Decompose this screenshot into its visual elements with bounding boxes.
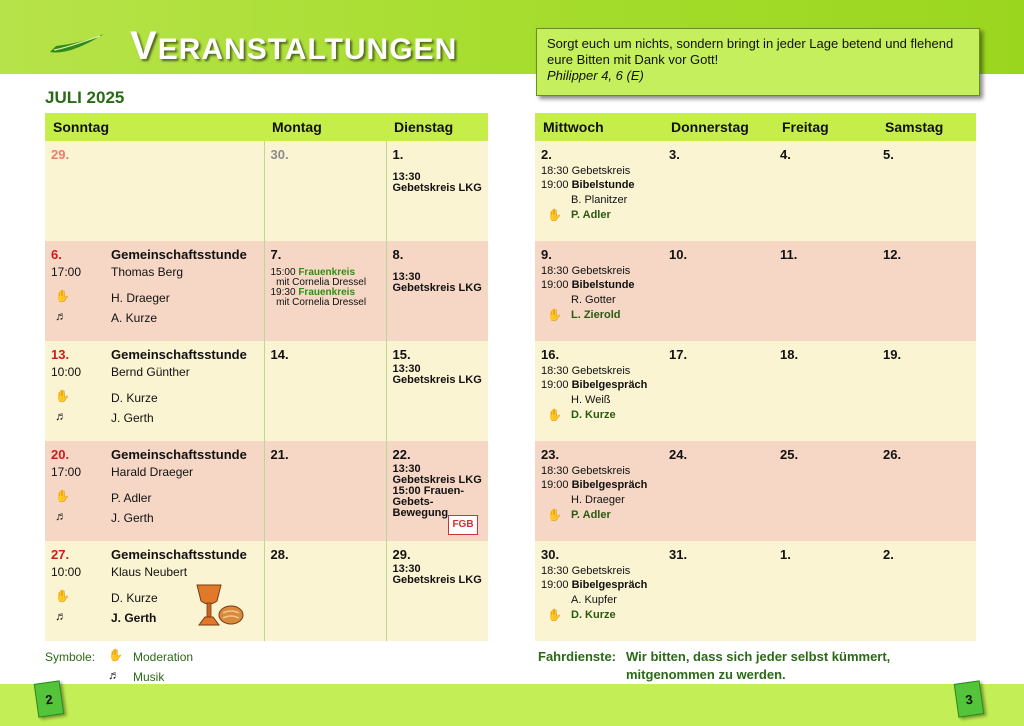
moderator: ✋ P. Adler	[547, 208, 611, 222]
legend-moderation: Moderation	[133, 650, 194, 664]
event-text: 18:30 Gebetskreis	[541, 365, 631, 377]
day-number: 20.	[51, 447, 70, 462]
day-number: 13.	[51, 347, 70, 362]
hand-icon: ✋	[55, 489, 70, 503]
chalice-bread-icon	[193, 581, 245, 629]
moderator: ✋ D. Kurze	[547, 408, 616, 422]
event-text: 19:00 Bibelgespräch	[541, 479, 648, 491]
thursday-cell	[663, 241, 774, 341]
saturday-cell	[877, 241, 976, 341]
header-monday: Montag	[264, 113, 386, 141]
thursday-cell	[663, 141, 774, 241]
wednesday-cell	[535, 441, 663, 541]
day-number: 27.	[51, 547, 70, 562]
page-number-right: 3	[954, 680, 984, 717]
tuesday-cell	[386, 541, 488, 641]
event-text: 18:30 Gebetskreis	[541, 565, 631, 577]
verse-text: Sorgt euch um nichts, sondern bringt in jeder Lage betend und flehend eure Bitten mit Dank vor Gott!	[547, 36, 954, 67]
legend-label: Symbole:	[45, 650, 96, 664]
monday-cell	[264, 241, 386, 341]
event-text: 13:30 Gebetskreis LKG	[392, 463, 482, 486]
day-number: 2.	[541, 147, 552, 162]
wednesday-cell	[535, 541, 663, 641]
sunday-cell	[45, 441, 264, 541]
week-row	[535, 441, 976, 541]
music-note-icon: ♬	[55, 409, 67, 423]
day-number: 6.	[51, 247, 62, 262]
event-time: 17:00	[51, 265, 82, 279]
week-row	[535, 241, 976, 341]
page-title: VERANSTALTUNGEN	[130, 24, 458, 68]
day-number: 30.	[270, 147, 289, 162]
monday-cell	[264, 341, 386, 441]
sunday-cell	[45, 141, 264, 241]
tuesday-cell	[386, 441, 488, 541]
header-sunday: Sonntag	[45, 113, 264, 141]
event-text: 19:00 Bibelstunde	[541, 279, 635, 291]
event-time: 10:00	[51, 565, 82, 579]
music-note-icon: ♬	[55, 309, 67, 323]
moderator: D. Kurze	[111, 391, 158, 405]
day-number: 16.	[541, 347, 560, 362]
page-number-left: 2	[34, 680, 64, 717]
header-saturday: Samstag	[877, 113, 976, 141]
moderator: D. Kurze	[111, 591, 158, 605]
speaker: H. Draeger	[571, 494, 625, 506]
friday-cell	[774, 441, 877, 541]
event-time: 17:00	[51, 465, 82, 479]
sunday-cell	[45, 341, 264, 441]
saturday-cell	[877, 541, 976, 641]
week-row	[535, 541, 976, 641]
speaker: R. Gotter	[571, 294, 616, 306]
sunday-cell	[45, 541, 264, 641]
day-number: 14.	[270, 347, 289, 362]
day-number: 25.	[780, 447, 799, 462]
event-text: 13:30 Gebetskreis LKG	[392, 271, 482, 294]
event-text: 18:30 Gebetskreis	[541, 465, 631, 477]
hand-icon: ✋	[55, 589, 70, 603]
speaker: A. Kupfer	[571, 594, 617, 606]
day-number: 23.	[541, 447, 560, 462]
day-number: 4.	[780, 147, 791, 162]
tuesday-cell	[386, 241, 488, 341]
event-text: 18:30 Gebetskreis	[541, 265, 631, 277]
header-friday: Freitag	[774, 113, 877, 141]
week-row	[45, 541, 488, 641]
tuesday-cell	[386, 141, 488, 241]
day-number: 5.	[883, 147, 894, 162]
day-number: 29.	[51, 147, 70, 162]
tuesday-cell	[386, 341, 488, 441]
day-number: 8.	[392, 247, 404, 262]
day-number: 3.	[669, 147, 680, 162]
hand-icon: ✋	[108, 648, 123, 662]
speaker: Thomas Berg	[111, 265, 184, 279]
saturday-cell	[877, 441, 976, 541]
sunday-cell	[45, 241, 264, 341]
day-number: 11.	[780, 247, 798, 262]
hand-icon: ✋	[547, 308, 562, 322]
saturday-cell	[877, 341, 976, 441]
hand-icon: ✋	[55, 389, 70, 403]
day-number: 22.	[392, 447, 411, 462]
fahrdienste-text: Wir bitten, dass sich jeder selbst kümmert, mitgenommen zu werden.	[626, 649, 891, 682]
day-number: 26.	[883, 447, 902, 462]
event-title: Gemeinschaftsstunde	[111, 447, 247, 462]
monday-cell	[264, 541, 386, 641]
hand-icon: ✋	[547, 508, 562, 522]
day-number: 7.	[270, 247, 282, 262]
event-text: 19:00 Bibelstunde	[541, 179, 635, 191]
day-number: 31.	[669, 547, 688, 562]
week-row	[45, 241, 488, 341]
day-number: 17.	[669, 347, 688, 362]
moderator: ✋ D. Kurze	[547, 608, 616, 622]
monday-cell	[264, 441, 386, 541]
month-heading: JULI 2025	[45, 88, 125, 107]
day-number: 15.	[392, 347, 411, 362]
friday-cell	[774, 341, 877, 441]
fahrdienste-label: Fahrdienste:	[538, 649, 617, 664]
day-number: 1.	[392, 147, 404, 162]
event-title: Gemeinschaftsstunde	[111, 247, 247, 262]
moderator: P. Adler	[111, 491, 152, 505]
speaker: H. Weiß	[571, 394, 611, 406]
day-number: 18.	[780, 347, 799, 362]
event-text: 15:00 Frauen-Gebets-Bewegung	[392, 485, 465, 519]
event-text: 15:00 Frauenkreis mit Cornelia Dressel 19:30 Frauenkreis mit Cornelia Dressel	[270, 267, 367, 308]
music-note-icon: ♬	[108, 668, 120, 682]
speaker: Bernd Günther	[111, 365, 190, 379]
event-text: 13:30 Gebetskreis LKG	[392, 171, 482, 194]
event-text: 13:30 Gebetskreis LKG	[392, 363, 482, 386]
header-wednesday: Mittwoch	[535, 113, 663, 141]
event-title: Gemeinschaftsstunde	[111, 347, 247, 362]
event-text: 18:30 Gebetskreis	[541, 165, 631, 177]
leaf-icon	[48, 30, 106, 58]
week-row	[535, 341, 976, 441]
wednesday-cell	[535, 241, 663, 341]
event-time: 10:00	[51, 365, 82, 379]
music-note-icon: ♬	[55, 509, 67, 523]
legend-music: Musik	[133, 670, 165, 684]
friday-cell	[774, 241, 877, 341]
bottom-band	[0, 684, 1024, 726]
wednesday-cell	[535, 341, 663, 441]
hand-icon: ✋	[547, 608, 562, 622]
speaker: B. Planitzer	[571, 194, 628, 206]
calendar-left	[45, 113, 488, 641]
day-number: 30.	[541, 547, 560, 562]
moderator: H. Draeger	[111, 291, 170, 305]
week-row	[45, 341, 488, 441]
header-thursday: Donnerstag	[663, 113, 774, 141]
moderator: ✋ L. Zierold	[547, 308, 621, 322]
day-number: 2.	[883, 547, 894, 562]
musician: J. Gerth	[111, 611, 157, 625]
hand-icon: ✋	[547, 208, 562, 222]
musician: J. Gerth	[111, 511, 154, 525]
monday-cell	[264, 141, 386, 241]
saturday-cell	[877, 141, 976, 241]
speaker: Harald Draeger	[111, 465, 194, 479]
music-note-icon: ♬	[55, 609, 67, 623]
day-number: 19.	[883, 347, 902, 362]
calendar-right	[535, 113, 976, 641]
event-text: 13:30 Gebetskreis LKG	[392, 563, 482, 586]
moderator: ✋ P. Adler	[547, 508, 611, 522]
musician: A. Kurze	[111, 311, 158, 325]
bible-verse-box	[536, 28, 980, 96]
thursday-cell	[663, 341, 774, 441]
musician: J. Gerth	[111, 411, 154, 425]
wednesday-cell	[535, 141, 663, 241]
hand-icon: ✋	[55, 289, 70, 303]
day-number: 9.	[541, 247, 552, 262]
speaker: Klaus Neubert	[111, 565, 188, 579]
day-number: 12.	[883, 247, 902, 262]
header-tuesday: Dienstag	[386, 113, 488, 141]
week-row	[535, 141, 976, 241]
event-text: 19:00 Bibelgespräch	[541, 379, 648, 391]
friday-cell	[774, 541, 877, 641]
week-row	[45, 441, 488, 541]
day-number: 21.	[270, 447, 289, 462]
fgb-logo: FGB	[448, 515, 478, 535]
day-number: 28.	[270, 547, 289, 562]
day-number: 24.	[669, 447, 688, 462]
day-number: 1.	[780, 547, 791, 562]
thursday-cell	[663, 441, 774, 541]
day-number: 29.	[392, 547, 411, 562]
thursday-cell	[663, 541, 774, 641]
week-row	[45, 141, 488, 241]
verse-reference: Philipper 4, 6 (E)	[547, 68, 644, 83]
day-number: 10.	[669, 247, 688, 262]
friday-cell	[774, 141, 877, 241]
event-title: Gemeinschaftsstunde	[111, 547, 247, 562]
event-text: 19:00 Bibelgespräch	[541, 579, 648, 591]
hand-icon: ✋	[547, 408, 562, 422]
